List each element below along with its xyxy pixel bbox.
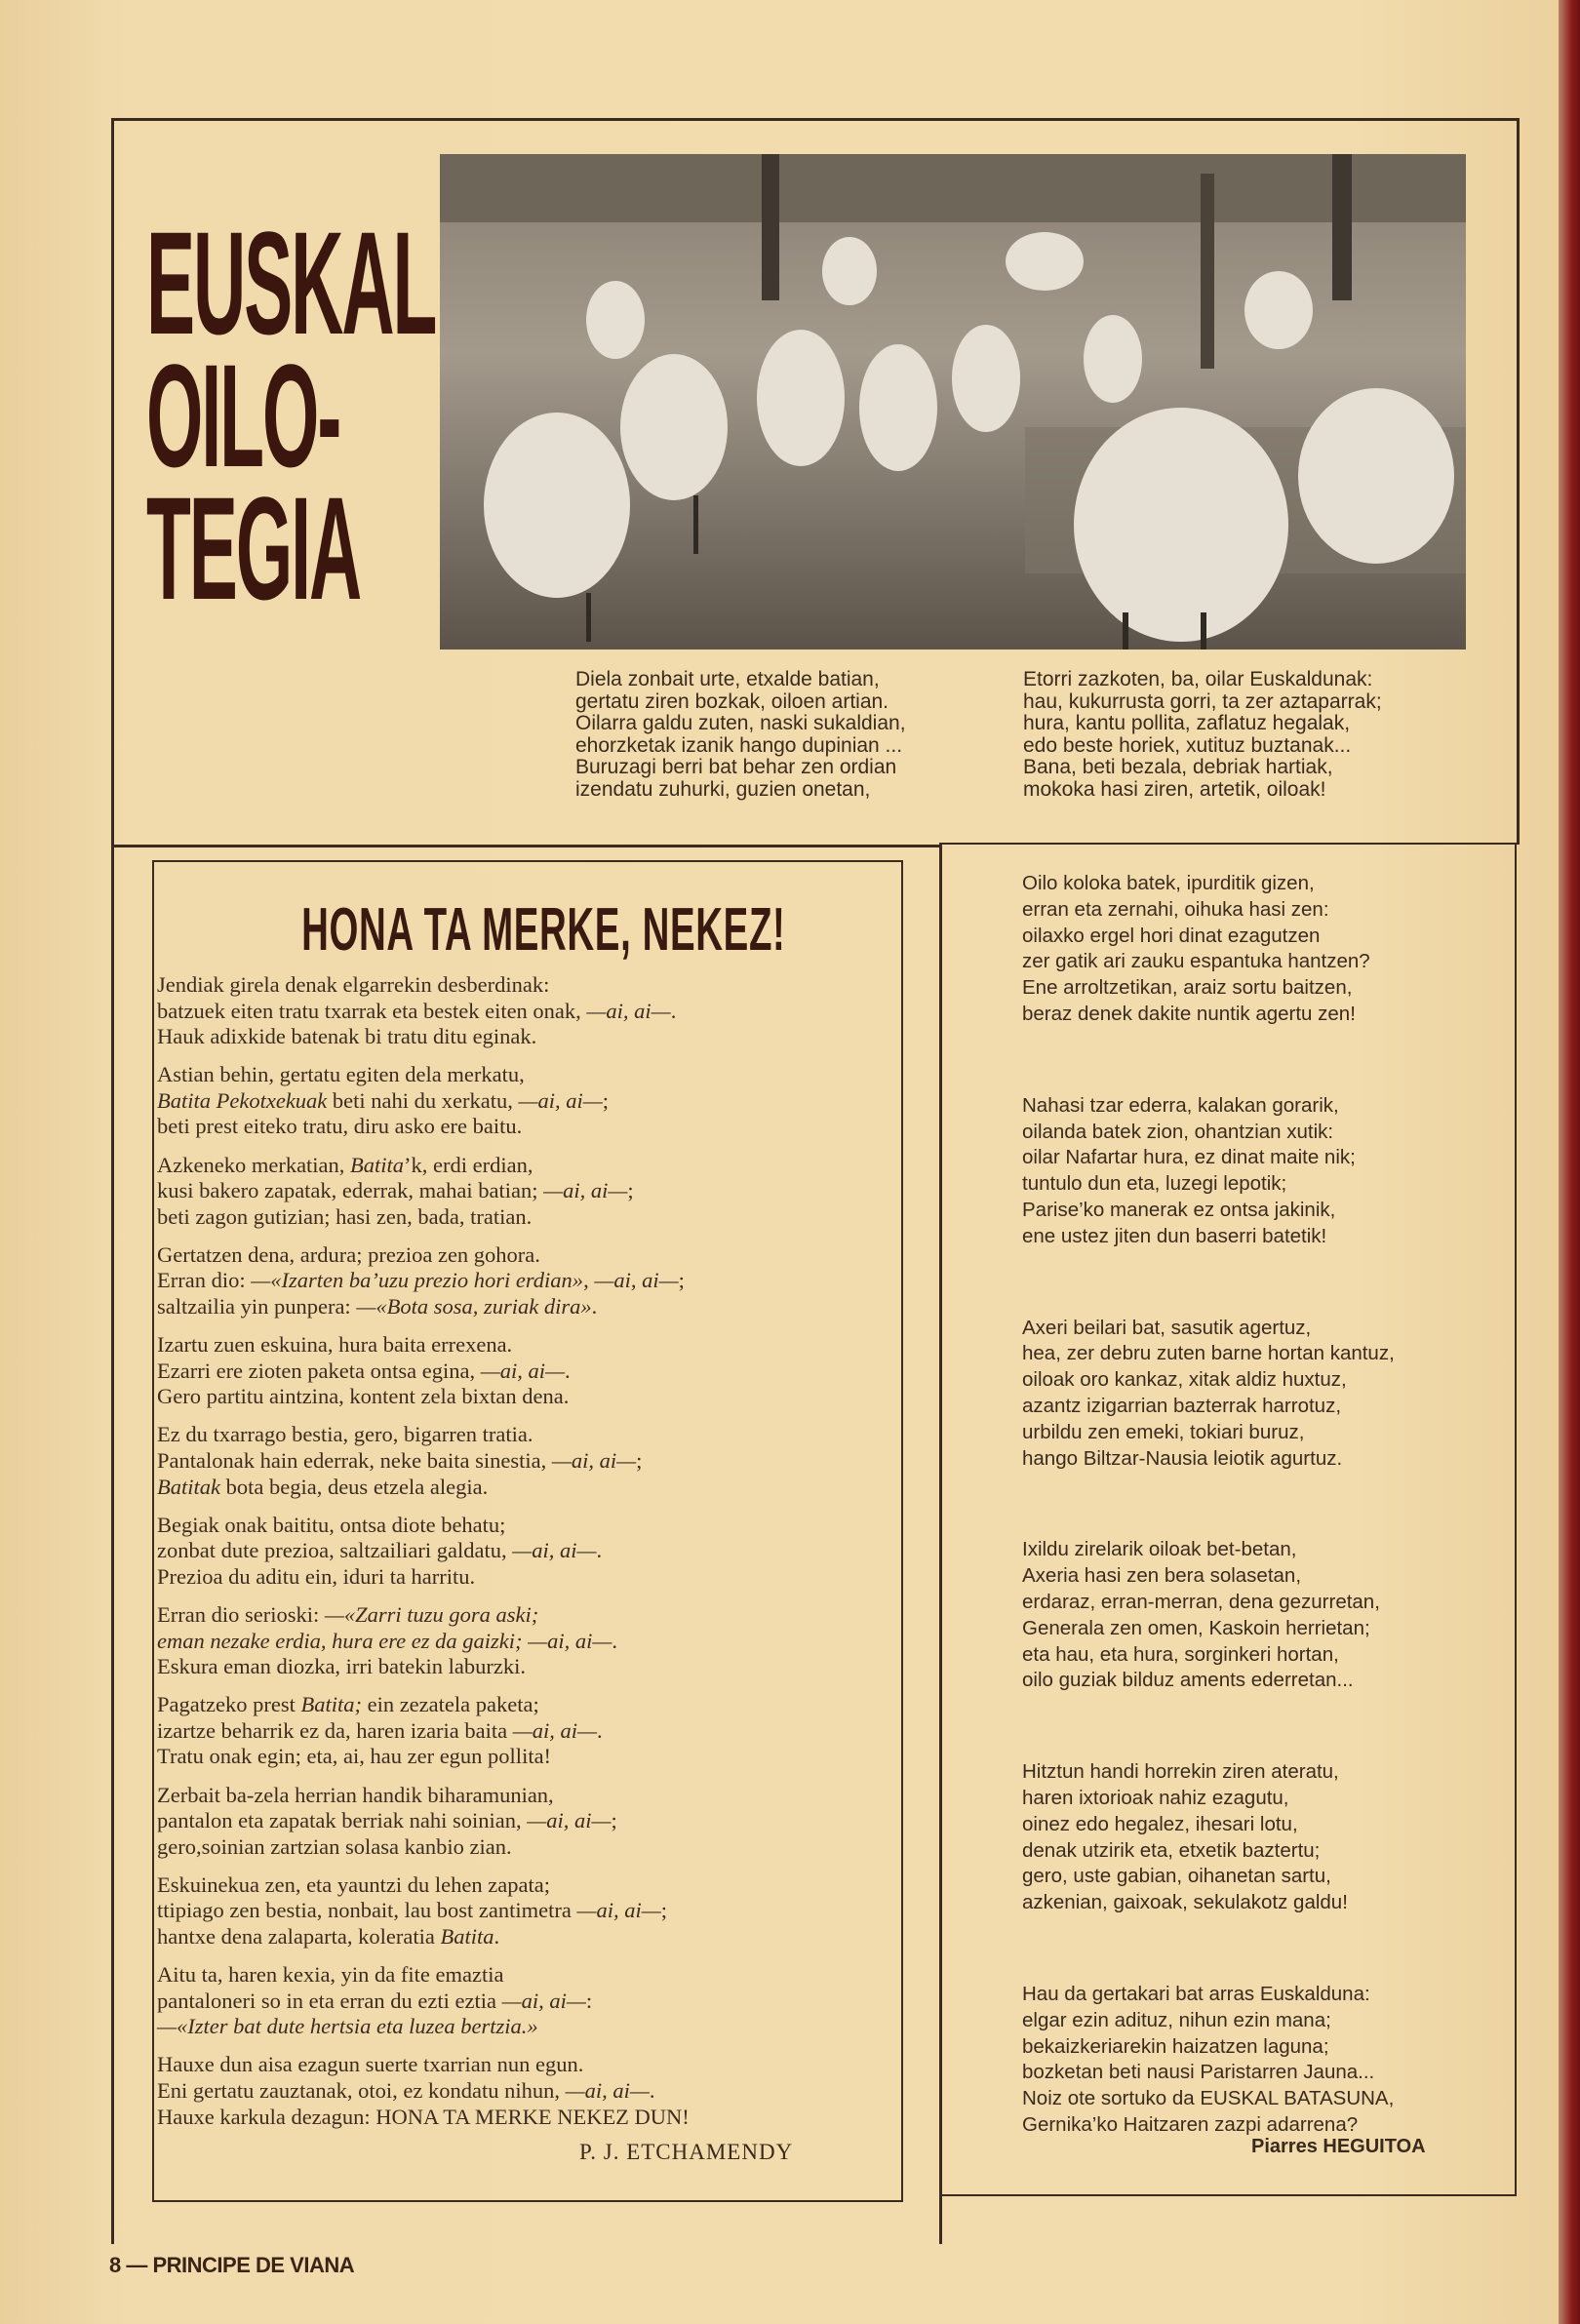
poem-line bbox=[157, 2052, 690, 2078]
intro-right-column bbox=[1023, 669, 1382, 802]
poem-line bbox=[157, 1114, 690, 1140]
text-segment: zonbat dute prezioa, saltzailiari galdatu, bbox=[157, 1538, 513, 1563]
text-segment: beti zagon gutizian; hasi zen, bada, tratian. bbox=[157, 1203, 533, 1229]
italic-segment: —ai, ai— bbox=[512, 1717, 598, 1743]
poem-line bbox=[157, 1834, 690, 1861]
italic-segment: Batita bbox=[350, 1152, 405, 1177]
stanza bbox=[1022, 1093, 1395, 1250]
text-segment: saltzailia yin punpera: bbox=[157, 1294, 357, 1320]
italic-segment: —ai, ai— bbox=[594, 1268, 679, 1293]
poem-left-body bbox=[157, 972, 690, 2143]
stanza bbox=[1022, 1759, 1395, 1916]
poem-title bbox=[153, 895, 901, 965]
poem-line: hea, zer debru zuten barne hortan kantuz, bbox=[1022, 1342, 1395, 1365]
poem-line bbox=[157, 1924, 690, 1950]
text-segment: ’k, erdi erdian, bbox=[404, 1152, 533, 1177]
frame-left bbox=[111, 118, 114, 2244]
text-segment: . bbox=[597, 1717, 603, 1743]
stanza bbox=[1022, 1537, 1395, 1694]
intro-line: ehorzketak izanik hango dupinian ... bbox=[575, 733, 903, 757]
stanza bbox=[157, 1332, 690, 1410]
top-box-bottom-left bbox=[111, 845, 942, 847]
text-segment: . bbox=[591, 1294, 598, 1320]
text-segment: Hauxe karkula dezagun: HONA TA MERKE NEKEZ DUN! bbox=[157, 2104, 690, 2129]
left-box-left bbox=[152, 860, 154, 2201]
italic-segment: —ai, ai— bbox=[501, 1988, 586, 2013]
text-segment: ttipiago zen bestia, nonbait, lau bost zantimetra bbox=[157, 1898, 577, 1923]
poem-line bbox=[157, 1692, 690, 1718]
text-segment: ; bbox=[602, 1087, 610, 1113]
poem-line: Ixildu zirelarik oiloak bet-betan, bbox=[1022, 1538, 1297, 1561]
text-segment: gero,soinian zartzian solasa kanbio zian. bbox=[157, 1833, 512, 1859]
stanza bbox=[157, 1962, 690, 2040]
italic-segment: —ai, ai— bbox=[576, 1898, 661, 1923]
poem-line: Hau da gertakari bat arras Euskalduna: bbox=[1022, 1982, 1370, 2005]
poem-line bbox=[157, 1242, 690, 1269]
text-segment: ; bbox=[611, 1808, 617, 1833]
poem-line: Nahasi tzar ederra, kalakan gorarik, bbox=[1022, 1093, 1339, 1117]
text-segment: pantaloneri so in eta erran du ezti eztia bbox=[157, 1988, 502, 2013]
poem-line: Parise’ko manerak ez ontsa jakinik, bbox=[1022, 1198, 1336, 1221]
poem-line: ene ustez jiten dun baserri batetik! bbox=[1022, 1224, 1327, 1247]
poem-line bbox=[157, 1744, 690, 1770]
stanza bbox=[157, 1153, 690, 1231]
text-segment: . bbox=[564, 1358, 571, 1383]
italic-segment: —ai, ai— bbox=[586, 998, 671, 1023]
text-segment: Astian behin, gertatu egiten dela merkatu, bbox=[157, 1062, 525, 1087]
poem-left-author: P. J. ETCHAMENDY bbox=[579, 2140, 794, 2164]
text-segment: Pantalonak hain ederrak, neke baita sinestia, bbox=[157, 1448, 552, 1473]
intro-line: Buruzagi berri bat behar zen ordian bbox=[575, 756, 897, 779]
poem-line bbox=[157, 1359, 690, 1385]
poem-line bbox=[157, 1962, 690, 1989]
text-segment: pantalon eta zapatak berriak nahi soinian, bbox=[157, 1808, 528, 1833]
italic-segment: Batita Pekotxekuak bbox=[157, 1087, 328, 1113]
middle-divider bbox=[939, 845, 942, 2244]
stanza bbox=[157, 972, 690, 1050]
right-box-right bbox=[1515, 843, 1517, 2196]
poem-line: bozketan beti nausi Paristarren Jauna... bbox=[1022, 2061, 1375, 2084]
intro-line: Etorri zazkoten, ba, oilar Euskaldunak: bbox=[1023, 668, 1373, 690]
italic-segment: —«Zarri tuzu gora aski; bbox=[324, 1601, 539, 1627]
poem-line: Generala zen omen, Kaskoin herrietan; bbox=[1022, 1616, 1370, 1639]
poem-title-text: HONA TA MERKE, NEKEZ! bbox=[301, 896, 786, 964]
poem-line: azantz izigarrian bazterrak harrotuz, bbox=[1022, 1394, 1342, 1417]
poem-line: denak utzirik eta, etxetik baztertu; bbox=[1022, 1838, 1321, 1862]
poem-line: oinez edo hegalez, ihesari lotu, bbox=[1022, 1812, 1298, 1835]
poem-line: erran eta zernahi, oihuka hasi zen: bbox=[1022, 897, 1329, 921]
stanza bbox=[157, 2052, 690, 2130]
poem-line bbox=[157, 1448, 690, 1475]
poem-line: urbildu zen emeki, tokiari buruz, bbox=[1022, 1420, 1305, 1443]
frame-top bbox=[111, 118, 1520, 121]
text-segment: Eskura eman diozka, irri batekin laburzki. bbox=[157, 1654, 526, 1679]
italic-segment: Batitak bbox=[157, 1474, 220, 1499]
poem-right-body bbox=[1022, 871, 1395, 2204]
italic-segment: Batita; bbox=[300, 1692, 362, 1717]
text-segment: Ezarri ere zioten paketa ontsa egina, bbox=[157, 1358, 481, 1383]
text-segment: Azkeneko merkatian, bbox=[157, 1152, 351, 1177]
poem-line: haren ixtorioak nahiz ezagutu, bbox=[1022, 1786, 1289, 1809]
text-segment: Zerbait ba-zela herrian handik biharamunian, bbox=[157, 1782, 554, 1807]
intro-left-column bbox=[575, 669, 906, 802]
text-segment: beti prest eiteko tratu, diru asko ere baitu. bbox=[157, 1114, 523, 1139]
stanza bbox=[1022, 1982, 1395, 2139]
text-segment: . bbox=[596, 1538, 603, 1563]
poem-line bbox=[157, 2014, 690, 2040]
poem-line bbox=[157, 972, 690, 999]
text-segment: . bbox=[612, 1628, 618, 1653]
poem-line bbox=[157, 1783, 690, 1809]
italic-segment: —«Bota sosa, zuriak dira» bbox=[356, 1294, 592, 1320]
poem-line: Axeri beilari bat, sasutik agertuz, bbox=[1022, 1316, 1312, 1339]
poem-line: azkenian, gaixoak, sekulakotz galdu! bbox=[1022, 1891, 1348, 1914]
text-segment: : bbox=[585, 1988, 593, 2013]
poem-line bbox=[157, 1088, 690, 1115]
poem-line bbox=[157, 1204, 690, 1231]
text-segment: Gero partitu aintzina, kontent zela bixtan dena. bbox=[157, 1384, 570, 1409]
text-segment: . bbox=[649, 2077, 655, 2103]
page-edge bbox=[1559, 0, 1580, 2324]
poem-line: oilar Nafartar hura, ez dinat maite nik; bbox=[1022, 1146, 1356, 1169]
poem-line: zer gatik ari zauku espantuka hantzen? bbox=[1022, 950, 1370, 973]
poem-line bbox=[157, 1898, 690, 1924]
poem-right-author: Piarres HEGUITOA bbox=[1251, 2136, 1426, 2157]
poem-line: eta hau, eta hura, sorginkeri hortan, bbox=[1022, 1642, 1339, 1666]
stanza bbox=[157, 1422, 690, 1500]
left-box-right bbox=[901, 860, 903, 2201]
title-line: EUSKAL bbox=[146, 201, 436, 365]
poem-line bbox=[157, 1268, 690, 1294]
poem-line: tuntulo dun eta, luzegi lepotik; bbox=[1022, 1172, 1287, 1196]
henhouse-photo bbox=[440, 154, 1466, 650]
title-line: OILO- bbox=[146, 334, 340, 497]
intro-line: gertatu ziren bozkak, oiloen artian. bbox=[575, 689, 889, 713]
poem-line: Noiz ote sortuko da EUSKAL BATASUNA, bbox=[1022, 2087, 1395, 2110]
text-segment: Erran dio: bbox=[157, 1268, 252, 1293]
italic-segment: —ai, ai— bbox=[527, 1808, 612, 1833]
intro-line: edo beste horiek, xutituz buztanak... bbox=[1023, 733, 1352, 757]
text-segment: beti nahi du xerkatu, bbox=[327, 1087, 519, 1113]
stanza bbox=[157, 1692, 690, 1770]
poem-line bbox=[157, 1178, 690, 1204]
poem-line bbox=[157, 1062, 690, 1088]
intro-line: Diela zonbait urte, etxalde batian, bbox=[575, 668, 880, 690]
text-segment: Aitu ta, haren kexia, yin da fite emaztia bbox=[157, 1962, 504, 1988]
poem-line: oilaxko ergel hori dinat ezagutzen bbox=[1022, 924, 1321, 947]
stanza bbox=[157, 1062, 690, 1140]
poem-line bbox=[157, 1718, 690, 1745]
poem-line bbox=[157, 1989, 690, 2015]
text-segment: Gertatzen dena, ardura; prezioa zen gohora. bbox=[157, 1241, 540, 1267]
italic-segment: —ai, ai— bbox=[518, 1087, 603, 1113]
left-box-top bbox=[152, 860, 903, 862]
text-segment: Ez du txarrago bestia, gero, bigarren tratia. bbox=[157, 1422, 533, 1447]
italic-segment: —ai, ai— bbox=[543, 1178, 628, 1203]
text-segment: Hauk adixkide batenak bi tratu ditu eginak. bbox=[157, 1024, 537, 1049]
text-segment: Jendiak girela denak elgarrekin desberdinak: bbox=[157, 972, 550, 997]
intro-line: Bana, beti bezala, debriak hartiak, bbox=[1023, 756, 1333, 779]
poem-line bbox=[157, 1564, 690, 1591]
poem-line bbox=[157, 1024, 690, 1050]
poem-line bbox=[157, 1294, 690, 1320]
poem-line bbox=[157, 1422, 690, 1448]
stanza bbox=[157, 1513, 690, 1591]
left-box-bottom bbox=[152, 2200, 903, 2202]
text-segment: Prezioa du aditu ein, iduri ta harritu. bbox=[157, 1563, 476, 1589]
poem-line bbox=[157, 2078, 690, 2105]
text-segment: Eskuinekua zen, eta yauntzi du lehen zapata; bbox=[157, 1871, 550, 1897]
right-box-top bbox=[939, 843, 1520, 845]
poem-line: Gernika’ko Haitzaren zazpi adarrena? bbox=[1022, 2112, 1359, 2136]
title-line: TEGIA bbox=[146, 466, 361, 630]
poem-line: hango Biltzar-Nausia leiotik agurtuz. bbox=[1022, 1446, 1343, 1470]
italic-segment: —ai, ai— bbox=[551, 1448, 637, 1473]
stanza bbox=[157, 1602, 690, 1680]
text-segment: hantxe dena zalaparta, koleratia bbox=[157, 1924, 441, 1949]
poem-line bbox=[157, 1475, 690, 1501]
poem-line bbox=[157, 2105, 690, 2131]
poem-line bbox=[157, 999, 690, 1025]
article-title bbox=[146, 201, 436, 630]
poem-line: beraz denek dakite nuntik agertu zen! bbox=[1022, 1002, 1356, 1025]
poem-line bbox=[157, 1384, 690, 1410]
stanza bbox=[157, 1242, 690, 1320]
stanza bbox=[1022, 871, 1395, 1028]
poem-line bbox=[157, 1602, 690, 1629]
stanza bbox=[157, 1783, 690, 1861]
text-segment: Pagatzeko prest bbox=[157, 1692, 301, 1717]
text-segment: ; bbox=[636, 1448, 643, 1473]
poem-line bbox=[157, 1808, 690, 1834]
text-segment: kusi bakero zapatak, ederrak, mahai batian; bbox=[157, 1178, 544, 1203]
poem-line bbox=[157, 1332, 690, 1359]
text-segment: . bbox=[670, 998, 677, 1023]
italic-segment: —«Izarten ba’uzu prezio hori erdian» bbox=[251, 1268, 584, 1293]
text-segment: Izartu zuen eskuina, hura baita errexena. bbox=[157, 1332, 513, 1358]
poem-line: oiloak oro kankaz, xitak aldiz huxtuz, bbox=[1022, 1368, 1347, 1392]
text-segment: izartze beharrik ez da, haren izaria baita bbox=[157, 1717, 513, 1743]
poem-line: Axeria hasi zen bera solasetan, bbox=[1022, 1564, 1302, 1588]
intro-line: hura, kantu pollita, zaflatuz hegalak, bbox=[1023, 712, 1351, 735]
italic-segment: —ai, ai— bbox=[528, 1628, 612, 1653]
italic-segment: eman nezake erdia, hura ere ez da gaizki; bbox=[157, 1628, 523, 1653]
intro-line: hau, kukurrusta gorri, ta zer aztaparrak; bbox=[1023, 689, 1382, 713]
poem-line: bekaizkeriarekin haizatzen laguna; bbox=[1022, 2034, 1329, 2058]
text-segment: Begiak onak baititu, ontsa diote behatu; bbox=[157, 1512, 506, 1537]
text-segment: Hauxe dun aisa ezagun suerte txarrian nun egun. bbox=[157, 2052, 584, 2077]
page-footer: 8 — PRINCIPE DE VIANA bbox=[109, 2253, 355, 2277]
poem-line: gero, uste gabian, oihanetan sartu, bbox=[1022, 1865, 1331, 1888]
text-segment: ; bbox=[660, 1898, 668, 1923]
italic-segment: —«Izter bat dute hertsia eta luzea bertzia.» bbox=[157, 2014, 538, 2039]
italic-segment: —ai, ai— bbox=[480, 1358, 565, 1383]
poem-line bbox=[157, 1629, 690, 1655]
text-segment: , bbox=[583, 1268, 595, 1293]
text-segment: batzuek eiten tratu txarrak eta bestek eiten onak, bbox=[157, 998, 587, 1023]
italic-segment: Batita bbox=[440, 1924, 494, 1949]
frame-right-top bbox=[1517, 118, 1520, 845]
poem-line bbox=[157, 1654, 690, 1680]
poem-line: erdaraz, erran-merran, dena gezurretan, bbox=[1022, 1590, 1380, 1613]
poem-line: Ene arroltzetikan, araiz sortu baitzen, bbox=[1022, 976, 1353, 1000]
poem-line: oilanda batek zion, ohantzian xutik: bbox=[1022, 1120, 1334, 1143]
italic-segment: —ai, ai— bbox=[565, 2077, 650, 2103]
text-segment: . bbox=[494, 1924, 500, 1949]
text-segment: ; bbox=[678, 1268, 685, 1293]
poem-line: elgar ezin adituz, nihun ezin mana; bbox=[1022, 2008, 1331, 2031]
poem-line: oilo guziak bilduz aments ederretan... bbox=[1022, 1669, 1354, 1692]
text-segment: Eni gertatu zauztanak, otoi, ez kondatu nihun, bbox=[157, 2077, 566, 2103]
italic-segment: —ai, ai— bbox=[512, 1538, 597, 1563]
stanza bbox=[1022, 1316, 1395, 1473]
text-segment: Tratu onak egin; eta, ai, hau zer egun pollita! bbox=[157, 1744, 552, 1769]
text-segment: ein zezatela paketa; bbox=[361, 1692, 539, 1717]
poem-line bbox=[157, 1513, 690, 1539]
intro-line: mokoka hasi ziren, artetik, oiloak! bbox=[1023, 777, 1326, 801]
text-segment: ; bbox=[627, 1178, 634, 1203]
poem-line: Oilo koloka batek, ipurditik gizen, bbox=[1022, 872, 1315, 894]
poem-line bbox=[157, 1872, 690, 1899]
poem-line bbox=[157, 1538, 690, 1564]
stanza bbox=[157, 1872, 690, 1950]
poem-line: Hitztun handi horrekin ziren ateratu, bbox=[1022, 1760, 1339, 1784]
text-segment: bota begia, deus etzela alegia. bbox=[219, 1474, 489, 1499]
intro-line: Oilarra galdu zuten, naski sukaldian, bbox=[575, 712, 906, 735]
poem-line bbox=[157, 1153, 690, 1179]
text-segment: Erran dio serioski: bbox=[157, 1601, 325, 1627]
intro-line: izendatu zuhurki, guzien onetan, bbox=[575, 777, 871, 801]
